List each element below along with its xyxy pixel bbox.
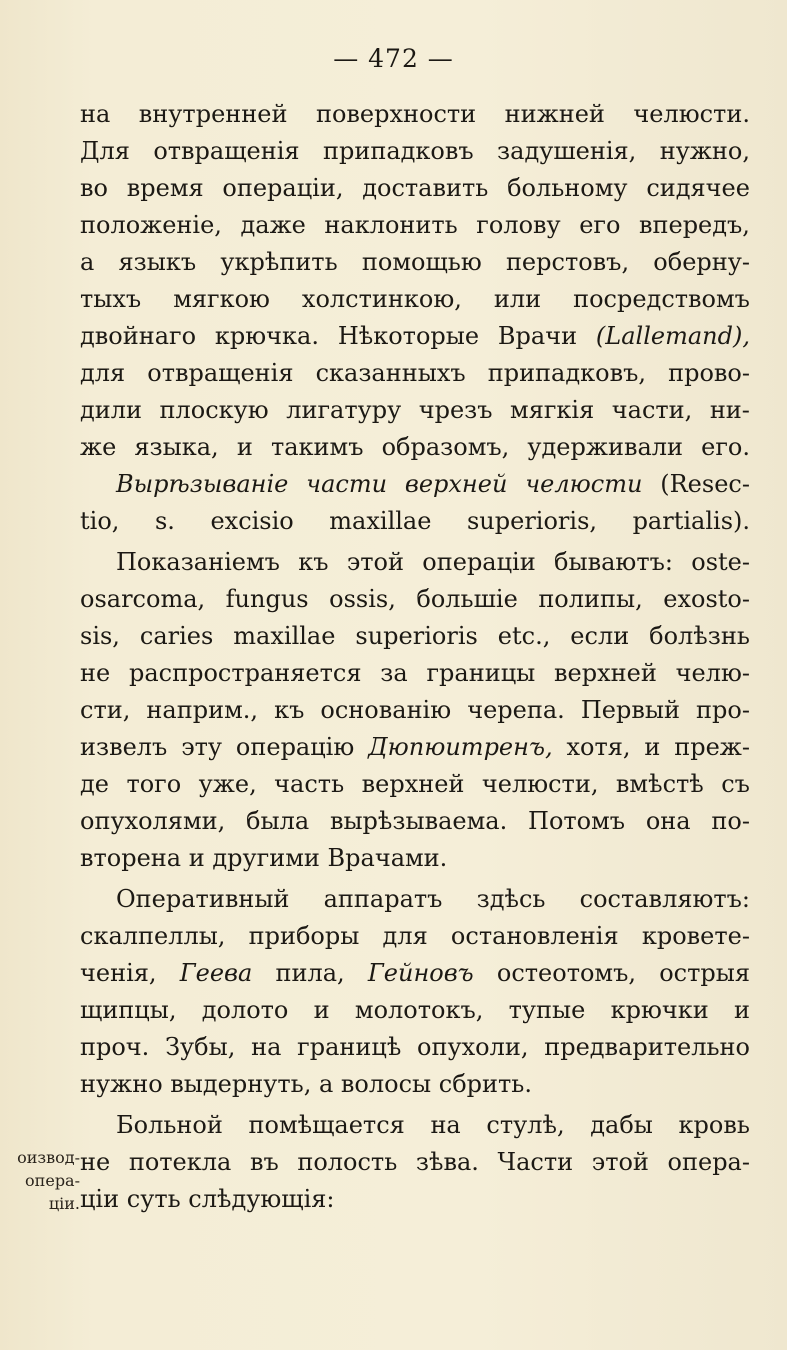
word: ни- [709, 396, 750, 424]
word: osarcoma, [80, 585, 206, 613]
word: долото [201, 996, 289, 1024]
text-line [80, 392, 750, 429]
word: и [644, 733, 661, 761]
text-line [80, 96, 750, 133]
word: припадковъ [322, 137, 474, 165]
word: этой [346, 548, 404, 576]
text-line [80, 133, 750, 170]
word: челюсти, [481, 770, 599, 798]
word: преж- [674, 733, 750, 761]
word: задушенія, [497, 137, 637, 165]
word: потекла [128, 1148, 232, 1176]
word: на [430, 1111, 461, 1139]
word: Врачами. [327, 844, 448, 872]
word: кровете- [641, 922, 750, 950]
word: на [251, 1033, 282, 1061]
text-line [80, 692, 750, 729]
word: Части [497, 1148, 574, 1176]
margin-note-line: оизвод- [17, 1148, 80, 1167]
word: Оперативный [116, 885, 290, 913]
word: остановленія [450, 922, 619, 950]
word: основанію [320, 696, 452, 724]
word: острыя [659, 959, 750, 987]
word: Первый [580, 696, 680, 724]
word: если [570, 622, 630, 650]
paragraph-start-line [80, 544, 750, 581]
word: его. [701, 433, 750, 461]
paragraph-start-line [80, 881, 750, 918]
section-heading-line [80, 466, 750, 503]
word: плоскую [159, 396, 269, 424]
word: доставить [362, 174, 489, 202]
word: операціи [422, 548, 536, 576]
word: (Resec- [660, 470, 750, 498]
word: вмѣстѣ [615, 770, 704, 798]
word: другими [212, 844, 320, 872]
word: помощью [361, 248, 482, 276]
word: Больной [116, 1111, 223, 1139]
word: полость [297, 1148, 398, 1176]
word: даже [240, 211, 306, 239]
word: Нѣкоторые [337, 322, 480, 350]
word: по- [711, 807, 750, 835]
word: тупые [508, 996, 586, 1024]
word: верхней [554, 659, 657, 687]
word: укрѣпить [220, 248, 338, 276]
word: а [80, 248, 95, 276]
word: Для [80, 137, 130, 165]
word: такимъ [270, 433, 364, 461]
word: для [80, 359, 126, 387]
word: челю- [675, 659, 750, 687]
word: черепа. [467, 696, 565, 724]
word: предварительно [544, 1033, 750, 1061]
word: Зубы, [165, 1033, 236, 1061]
word: Дюпюитренъ, [368, 733, 553, 761]
word: Показаніемъ [116, 548, 280, 576]
word: хотя, [566, 733, 631, 761]
word: сказанныхъ [315, 359, 466, 387]
word: суть [126, 1185, 181, 1213]
word: больному [507, 174, 628, 202]
word: не [80, 659, 111, 687]
word: oste- [691, 548, 750, 576]
word: положеніе, [80, 211, 222, 239]
text-line [80, 655, 750, 692]
word: молотокъ, [354, 996, 484, 1024]
word: fungus [225, 585, 309, 613]
text-line [80, 729, 750, 766]
word: части [306, 470, 388, 498]
text-line [80, 207, 750, 244]
word: операціи, [222, 174, 344, 202]
word: опера- [667, 1148, 750, 1176]
word: поверхности [315, 100, 477, 128]
text-line [80, 503, 750, 540]
word: зѣва. [415, 1148, 479, 1176]
paragraph-start-line [80, 1107, 750, 1144]
word: за [380, 659, 408, 687]
word: челюсти. [633, 100, 750, 128]
word: болѣзнь [649, 622, 750, 650]
word: Геева [179, 959, 253, 987]
word: части, [611, 396, 693, 424]
word: нужно, [659, 137, 750, 165]
word: мягкою [173, 285, 270, 313]
text-line [80, 170, 750, 207]
word: скалпеллы, [80, 922, 226, 950]
word: того [126, 770, 182, 798]
word: etc., [497, 622, 551, 650]
word: прово- [668, 359, 750, 387]
word: мягкія [510, 396, 595, 424]
word: дабы [590, 1111, 653, 1139]
text-line [80, 581, 750, 618]
word: двойнаго [80, 322, 197, 350]
word: оберну- [653, 248, 750, 276]
word: тыхъ [80, 285, 142, 313]
margin-note-line: опера- [25, 1171, 80, 1190]
word: остеотомъ, [496, 959, 636, 987]
word: partialis). [632, 507, 750, 535]
word: границѣ [297, 1033, 402, 1061]
word: вторена [80, 844, 182, 872]
word: припадковъ, [487, 359, 646, 387]
word: нужно [80, 1070, 163, 1098]
word: ціи [80, 1185, 120, 1213]
word: время [126, 174, 204, 202]
word: выдернуть, [170, 1070, 312, 1098]
word: большіе [416, 585, 518, 613]
word: удерживали [527, 433, 684, 461]
word: его [579, 211, 621, 239]
word: опухолями, [80, 807, 226, 835]
word: этой [591, 1148, 649, 1176]
word: операцію [235, 733, 355, 761]
word: она [645, 807, 691, 835]
text-line [80, 281, 750, 318]
word: наклонить [324, 211, 458, 239]
word: извелъ [80, 733, 168, 761]
word: Гейновъ [367, 959, 474, 987]
word: крючки [610, 996, 709, 1024]
text-line [80, 1066, 750, 1103]
word: здѣсь [476, 885, 546, 913]
word: границы [426, 659, 536, 687]
word: сидячее [646, 174, 750, 202]
word: внутренней [138, 100, 288, 128]
word: верхней [361, 770, 465, 798]
word: впередъ, [638, 211, 750, 239]
word: же [80, 433, 117, 461]
text-line [80, 618, 750, 655]
word: аппаратъ [323, 885, 443, 913]
page-number: — 472 — [333, 44, 454, 73]
word: наприм., [146, 696, 258, 724]
word: superioris, [466, 507, 598, 535]
word: распространяется [128, 659, 362, 687]
word: ченія, [80, 959, 157, 987]
word: слѣдующія: [188, 1185, 335, 1213]
word: кровь [678, 1111, 750, 1139]
word: эту [181, 733, 223, 761]
word: и [188, 844, 205, 872]
word: къ [298, 548, 329, 576]
word: во [80, 174, 108, 202]
text-line [80, 1181, 750, 1218]
word: (Lallemand), [595, 322, 750, 350]
word: часть [274, 770, 345, 798]
word: tio, [80, 507, 120, 535]
word: перстовъ, [505, 248, 630, 276]
text-line [80, 244, 750, 281]
text-line [80, 803, 750, 840]
word: сти, [80, 696, 131, 724]
word: чрезъ [418, 396, 493, 424]
word: на [80, 100, 111, 128]
word: посредствомъ [573, 285, 750, 313]
word: для [382, 922, 428, 950]
word: проч. [80, 1033, 150, 1061]
word: ossis, [329, 585, 396, 613]
text-line [80, 955, 750, 992]
text-line [80, 318, 750, 355]
word: не [80, 1148, 111, 1176]
word: отвращенія [147, 359, 294, 387]
word: и [733, 996, 750, 1024]
word: голову [476, 211, 561, 239]
word: Вырѣзываніе [116, 470, 289, 498]
word: exosto- [663, 585, 750, 613]
word: щипцы, [80, 996, 177, 1024]
margin-note-line: ціи. [48, 1194, 80, 1213]
word: челюсти [525, 470, 643, 498]
text-line [80, 355, 750, 392]
word: s. [154, 507, 175, 535]
word: холстинкою, [301, 285, 462, 313]
word: волосы [340, 1070, 432, 1098]
word: лигатуру [286, 396, 402, 424]
word: де [80, 770, 109, 798]
text-line [80, 1029, 750, 1066]
word: языка, [134, 433, 219, 461]
word: excisio [210, 507, 294, 535]
word: про- [696, 696, 750, 724]
word: крючка. [214, 322, 319, 350]
word: полипы, [538, 585, 643, 613]
word: а [318, 1070, 334, 1098]
word: вырѣзываема. [329, 807, 508, 835]
word: въ [249, 1148, 279, 1176]
word: была [246, 807, 310, 835]
word: и [236, 433, 253, 461]
word: стулѣ, [486, 1111, 565, 1139]
text-line [80, 840, 750, 877]
word: опухоли, [417, 1033, 529, 1061]
word: sis, [80, 622, 120, 650]
word: сбрить. [438, 1070, 532, 1098]
text-line [80, 918, 750, 955]
word: maxillae [233, 622, 336, 650]
text-line [80, 766, 750, 803]
word: Врачи [497, 322, 578, 350]
word: superioris [355, 622, 478, 650]
text-line [80, 992, 750, 1029]
word: къ [274, 696, 305, 724]
word: maxillae [329, 507, 432, 535]
word: помѣщается [248, 1111, 405, 1139]
text-line [80, 429, 750, 466]
word: приборы [248, 922, 360, 950]
text-line [80, 1144, 750, 1181]
word: уже, [198, 770, 257, 798]
word: языкъ [118, 248, 197, 276]
word: составляютъ: [579, 885, 750, 913]
word: или [493, 285, 542, 313]
word: бываютъ: [554, 548, 673, 576]
margin-note [0, 1146, 80, 1215]
word: и [313, 996, 330, 1024]
word: Потомъ [528, 807, 626, 835]
word: дили [80, 396, 143, 424]
word: пила, [275, 959, 345, 987]
word: caries [139, 622, 214, 650]
word: образомъ, [381, 433, 510, 461]
word: нижней [504, 100, 605, 128]
word: съ [721, 770, 750, 798]
word: отвращенія [153, 137, 300, 165]
body-text [80, 96, 750, 1218]
word: верхней [404, 470, 508, 498]
